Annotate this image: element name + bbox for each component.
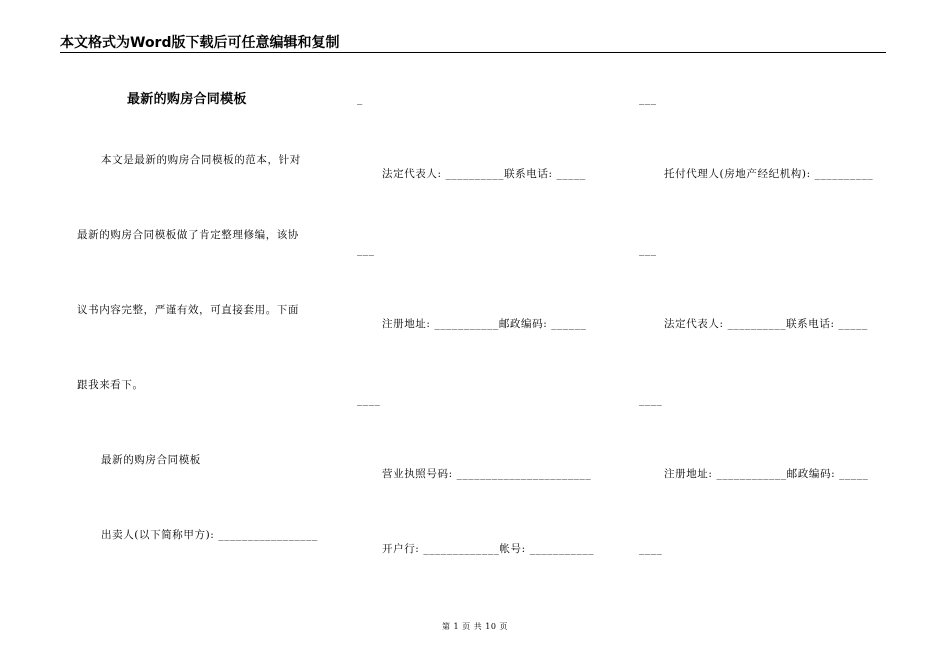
address-line: 注册地址: ____________邮政编码: _____ bbox=[664, 468, 869, 480]
page-header bbox=[60, 34, 886, 53]
intro-line-2: 最新的购房合同模板做了肯定整理修编，该协 bbox=[77, 229, 299, 241]
blank-stub-3: ____ bbox=[357, 394, 381, 406]
legal-rep-line: 法定代表人: __________联系电话: _____ bbox=[664, 318, 868, 330]
agent-line: 托付代理人(房地产经纪机构): __________ bbox=[664, 168, 874, 180]
license-line: 营业执照号码: _______________________ bbox=[382, 468, 592, 480]
blank-stub-1: _ bbox=[357, 93, 363, 105]
blank-stub-3: ____ bbox=[639, 394, 663, 406]
legal-rep-line: 法定代表人: __________联系电话: _____ bbox=[382, 168, 586, 180]
blank-stub-1: ___ bbox=[639, 93, 657, 105]
section-subtitle: 最新的购房合同模板 bbox=[101, 454, 201, 466]
blank-stub-2: ___ bbox=[639, 244, 657, 256]
intro-line-4: 跟我来看下。 bbox=[77, 379, 144, 391]
page-footer: 第 1 页 共 10 页 bbox=[442, 622, 508, 631]
address-line: 注册地址: ___________邮政编码: ______ bbox=[382, 318, 587, 330]
intro-line-3: 议书内容完整，严谨有效，可直接套用。下面 bbox=[77, 304, 299, 316]
seller-line: 出卖人(以下简称甲方): _________________ bbox=[101, 529, 318, 541]
document-title: 最新的购房合同模板 bbox=[127, 92, 247, 107]
blank-stub-4: ____ bbox=[639, 543, 663, 555]
bank-line: 开户行: _____________帐号: ___________ bbox=[382, 543, 595, 555]
header-text: 本文格式为Word版下载后可任意编辑和复制 bbox=[60, 35, 340, 51]
blank-stub-2: ___ bbox=[357, 244, 375, 256]
intro-line-1: 本文是最新的购房合同模板的范本，针对 bbox=[101, 154, 301, 166]
